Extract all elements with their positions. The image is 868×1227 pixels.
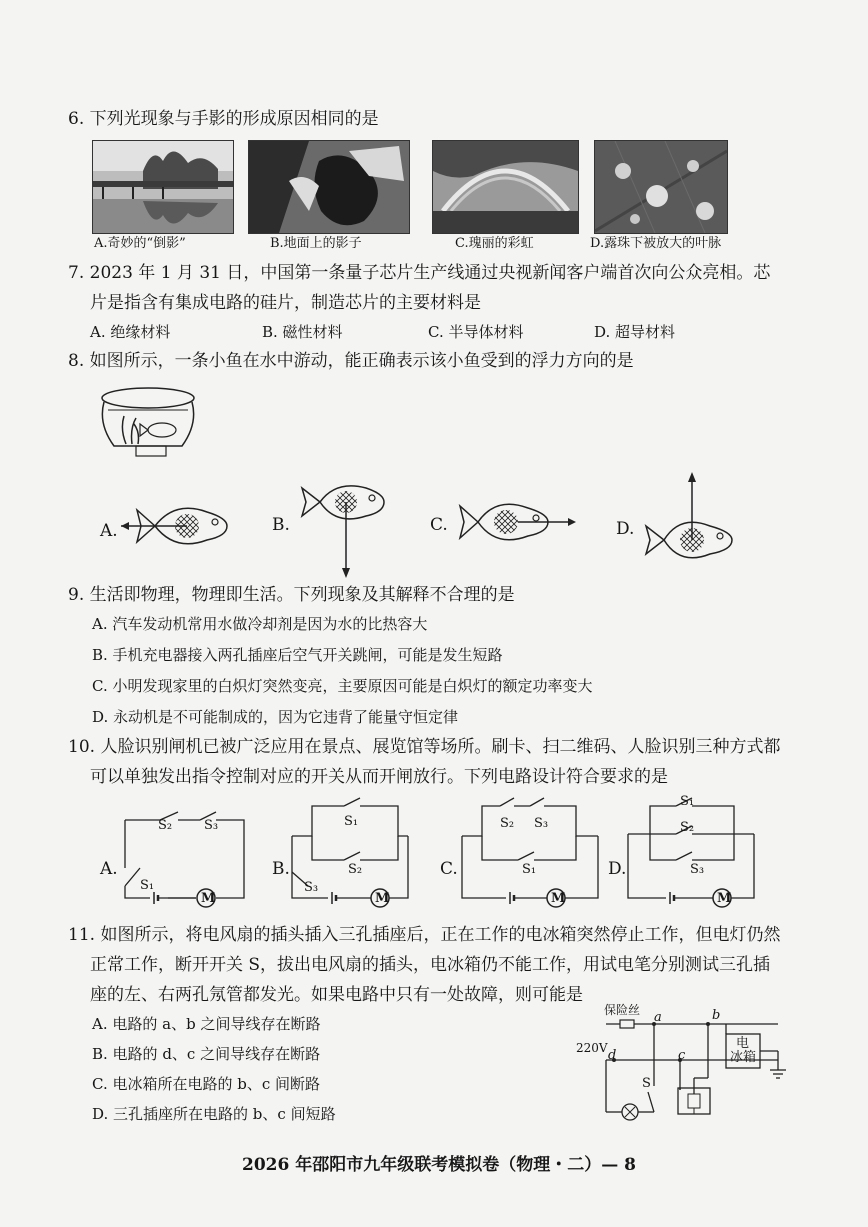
q11-switch-label: S bbox=[642, 1076, 651, 1091]
q11-fuse-label: 保险丝 bbox=[604, 1003, 641, 1017]
q11-point-d: d bbox=[608, 1048, 617, 1063]
q11-fridge-label-1: 电 bbox=[736, 1036, 750, 1051]
q10-d-s1: S₁ bbox=[680, 794, 695, 809]
q10-stem-line1: 10. 人脸识别闸机已被广泛应用在景点、展览馆等场所。刷卡、扫二维码、人脸识别三种方式都 bbox=[68, 737, 781, 757]
q7-option-d: D. 超导材料 bbox=[594, 323, 676, 341]
q10-b-s3: S₃ bbox=[304, 880, 319, 895]
q10-d-motor: M bbox=[717, 891, 732, 906]
q10-option-a-label: A. bbox=[100, 859, 118, 879]
q6-caption-d: D.露珠下被放大的叶脉 bbox=[590, 236, 722, 251]
q11-option-b: B. 电路的 d、c 之间导线存在断路 bbox=[92, 1045, 321, 1063]
q8-option-b-label: B. bbox=[272, 515, 290, 535]
dewdrop-image bbox=[595, 141, 727, 233]
q11-option-a: A. 电路的 a、b 之间导线存在断路 bbox=[92, 1015, 321, 1033]
q6-rainbow-photo bbox=[432, 140, 579, 234]
q10-option-d-label: D. bbox=[608, 859, 627, 879]
q10-option-c-label: C. bbox=[440, 859, 458, 879]
q6-dewdrop-photo bbox=[594, 140, 728, 234]
q9-option-b: B. 手机充电器接入两孔插座后空气开关跳闸，可能是发生短路 bbox=[92, 646, 503, 664]
q7-stem-line2: 片是指含有集成电路的硅片，制造芯片的主要材料是 bbox=[90, 293, 481, 313]
q10-d-s3: S₃ bbox=[690, 862, 705, 877]
q10-stem-line2: 可以单独发出指令控制对应的开关从而开闸放行。下列电路设计符合要求的是 bbox=[90, 767, 668, 787]
q11-stem-line3: 座的左、右两孔氖管都发光。如果电路中只有一处故障，则可能是 bbox=[90, 985, 583, 1005]
q8-fish-a bbox=[115, 492, 245, 562]
q8-option-a-label: A. bbox=[100, 521, 118, 541]
q11-option-c: C. 电冰箱所在电路的 b、c 间断路 bbox=[92, 1075, 321, 1093]
q10-a-s1: S₁ bbox=[140, 878, 155, 893]
q6-reflection-photo bbox=[92, 140, 234, 234]
q10-d-s2: S₂ bbox=[680, 820, 695, 835]
q6-caption-b: B.地面上的影子 bbox=[270, 236, 362, 251]
q10-b-motor: M bbox=[375, 891, 390, 906]
q9-option-c: C. 小明发现家里的白炽灯突然变亮，主要原因可能是白炽灯的额定功率变大 bbox=[92, 677, 593, 695]
q8-option-c-label: C. bbox=[430, 515, 448, 535]
q8-fish-b bbox=[292, 474, 402, 584]
q10-a-motor: M bbox=[201, 891, 216, 906]
q11-fridge-label-2: 冰箱 bbox=[730, 1050, 757, 1065]
rainbow-image bbox=[433, 141, 578, 233]
q11-circuit-diagram bbox=[600, 1008, 800, 1138]
q10-a-s3: S₃ bbox=[204, 818, 219, 833]
q9-option-d: D. 永动机是不可能制成的，因为它违背了能量守恒定律 bbox=[92, 708, 459, 726]
q10-c-s2: S₂ bbox=[500, 816, 515, 831]
q7-option-a: A. 绝缘材料 bbox=[90, 323, 171, 341]
q8-fish-c bbox=[448, 488, 588, 558]
reflection-image bbox=[93, 141, 233, 233]
page-footer: 2026 年邵阳市九年级联考模拟卷（物理・二）— 8 bbox=[242, 1155, 636, 1175]
q11-point-a: a bbox=[654, 1010, 662, 1025]
q10-c-s1: S₁ bbox=[522, 862, 537, 877]
shadow-image bbox=[249, 141, 409, 233]
q11-point-b: b bbox=[712, 1008, 721, 1023]
q6-caption-a: A.奇妙的“倒影” bbox=[94, 236, 186, 251]
q8-fish-d bbox=[636, 470, 756, 580]
q9-stem: 9. 生活即物理，物理即生活。下列现象及其解释不合理的是 bbox=[68, 585, 515, 605]
q10-c-motor: M bbox=[551, 891, 566, 906]
q11-stem-line1: 11. 如图所示，将电风扇的插头插入三孔插座后，正在工作的电冰箱突然停止工作，但电灯仍然 bbox=[68, 925, 781, 945]
q11-option-d: D. 三孔插座所在电路的 b、c 间短路 bbox=[92, 1105, 336, 1123]
q8-option-d-label: D. bbox=[616, 519, 635, 539]
q11-stem-line2: 正常工作，断开开关 S，拔出电风扇的插头，电冰箱仍不能工作，用试电笔分别测试三孔插 bbox=[90, 955, 771, 975]
q7-option-c: C. 半导体材料 bbox=[428, 323, 524, 341]
fishbowl-figure bbox=[96, 384, 206, 464]
q10-option-b-label: B. bbox=[272, 859, 290, 879]
q6-shadow-photo bbox=[248, 140, 410, 234]
q10-circuit-c bbox=[458, 800, 608, 910]
q11-point-c: c bbox=[678, 1048, 686, 1063]
q7-stem-line1: 7. 2023 年 1 月 31 日，中国第一条量子芯片生产线通过央视新闻客户端首次向公众亮相。芯 bbox=[68, 263, 771, 283]
q6-stem: 6. 下列光现象与手影的形成原因相同的是 bbox=[68, 109, 379, 129]
q10-b-s1: S₁ bbox=[344, 814, 359, 829]
q10-b-s2: S₂ bbox=[348, 862, 363, 877]
q11-voltage-label: 220V bbox=[576, 1041, 608, 1055]
q8-stem: 8. 如图所示，一条小鱼在水中游动，能正确表示该小鱼受到的浮力方向的是 bbox=[68, 351, 634, 371]
q10-c-s3: S₃ bbox=[534, 816, 549, 831]
q6-caption-c: C.瑰丽的彩虹 bbox=[455, 236, 534, 251]
q10-a-s2: S₂ bbox=[158, 818, 173, 833]
q7-option-b: B. 磁性材料 bbox=[262, 323, 343, 341]
q9-option-a: A. 汽车发动机常用水做冷却剂是因为水的比热容大 bbox=[92, 615, 428, 633]
